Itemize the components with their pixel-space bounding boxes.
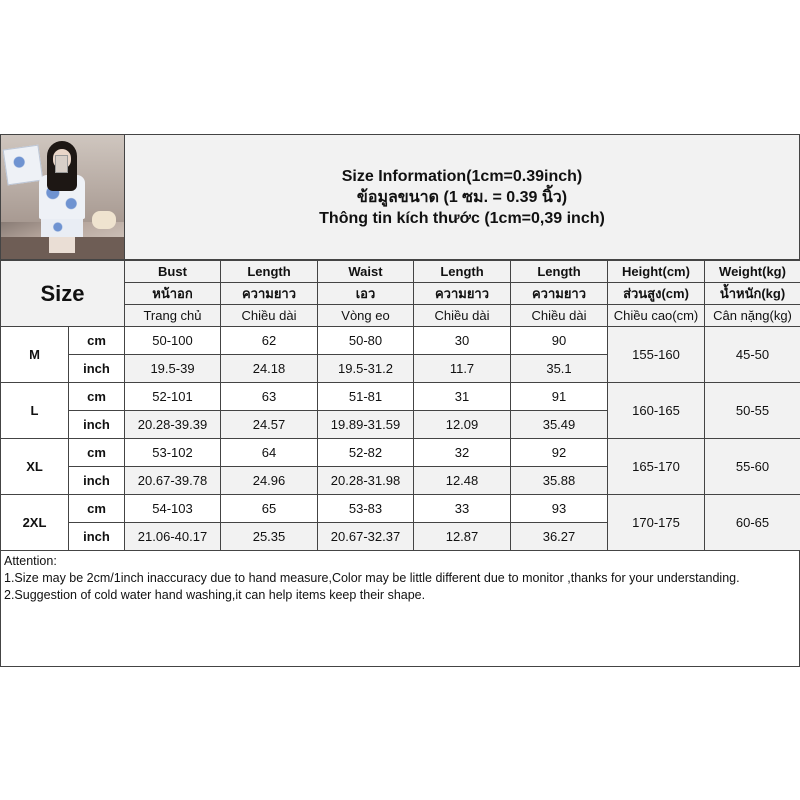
measurement-cell: 53-102 xyxy=(125,439,221,467)
measurement-cell: 35.88 xyxy=(511,467,608,495)
measurement-cell: 19.5-31.2 xyxy=(318,355,414,383)
table-row xyxy=(1,383,800,411)
measurement-cell: 20.28-31.98 xyxy=(318,467,414,495)
measurement-cell: 51-81 xyxy=(318,383,414,411)
measurement-cell: 20.67-32.37 xyxy=(318,523,414,551)
measurement-cell: 19.89-31.59 xyxy=(318,411,414,439)
measurement-cell: 92 xyxy=(511,439,608,467)
weight-range-cell: 55-60 xyxy=(705,439,800,495)
size-header: Size xyxy=(1,261,125,327)
header-bust-thai: หน้าอก xyxy=(125,283,221,305)
table-row xyxy=(1,439,800,467)
measurement-cell: 33 xyxy=(414,495,511,523)
measurement-cell: 36.27 xyxy=(511,523,608,551)
measurement-cell: 65 xyxy=(221,495,318,523)
measurement-cell: 21.06-40.17 xyxy=(125,523,221,551)
header-length-vi: Chiều dài xyxy=(511,305,608,327)
measurement-cell: 52-101 xyxy=(125,383,221,411)
model-image xyxy=(39,141,85,253)
header-length: Length xyxy=(414,261,511,283)
measurement-cell: 52-82 xyxy=(318,439,414,467)
weight-range-cell: 45-50 xyxy=(705,327,800,383)
pillow-image xyxy=(92,211,116,229)
header-waist-vi: Vòng eo xyxy=(318,305,414,327)
unit-label: inch xyxy=(69,411,125,439)
size-chart xyxy=(0,134,800,667)
height-range-cell: 160-165 xyxy=(608,383,705,439)
measurement-cell: 50-80 xyxy=(318,327,414,355)
header-waist-thai: เอว xyxy=(318,283,414,305)
measurement-cell: 24.96 xyxy=(221,467,318,495)
measurement-cell: 63 xyxy=(221,383,318,411)
weight-range-cell: 50-55 xyxy=(705,383,800,439)
measurement-cell: 53-83 xyxy=(318,495,414,523)
header-length-vi: Chiều dài xyxy=(221,305,318,327)
measurement-cell: 20.28-39.39 xyxy=(125,411,221,439)
measurement-cell: 24.18 xyxy=(221,355,318,383)
measurement-cell: 91 xyxy=(511,383,608,411)
header-weight-vi: Cân nặng(kg) xyxy=(705,305,800,327)
measurement-cell: 64 xyxy=(221,439,318,467)
size-table xyxy=(0,260,800,551)
size-label: XL xyxy=(1,439,69,495)
measurement-cell: 35.1 xyxy=(511,355,608,383)
size-label: L xyxy=(1,383,69,439)
title-thai: ข้อมูลขนาด (1 ซม. = 0.39 นิ้ว) xyxy=(356,188,568,206)
attention-notes xyxy=(0,551,800,667)
size-label: M xyxy=(1,327,69,383)
unit-label: cm xyxy=(69,383,125,411)
header-height: Height(cm) xyxy=(608,261,705,283)
unit-label: inch xyxy=(69,467,125,495)
measurement-cell: 54-103 xyxy=(125,495,221,523)
title-vietnamese: Thông tin kích thước (1cm=0,39 inch) xyxy=(319,209,605,227)
header-length-thai: ความยาว xyxy=(221,283,318,305)
unit-label: cm xyxy=(69,327,125,355)
header-length: Length xyxy=(511,261,608,283)
measurement-cell: 50-100 xyxy=(125,327,221,355)
measurement-cell: 30 xyxy=(414,327,511,355)
header-height-thai: ส่วนสูง(cm) xyxy=(608,283,705,305)
unit-label: cm xyxy=(69,439,125,467)
table-row xyxy=(1,495,800,523)
shorts-image xyxy=(3,145,44,186)
measurement-cell: 32 xyxy=(414,439,511,467)
measurement-cell: 35.49 xyxy=(511,411,608,439)
header-row-english xyxy=(1,261,800,283)
unit-label: inch xyxy=(69,355,125,383)
notes-heading: Attention: xyxy=(4,554,57,568)
height-range-cell: 155-160 xyxy=(608,327,705,383)
header-height-vi: Chiều cao(cm) xyxy=(608,305,705,327)
title-panel xyxy=(124,134,800,260)
measurement-cell: 19.5-39 xyxy=(125,355,221,383)
measurement-cell: 24.57 xyxy=(221,411,318,439)
header-waist: Waist xyxy=(318,261,414,283)
measurement-cell: 93 xyxy=(511,495,608,523)
height-range-cell: 170-175 xyxy=(608,495,705,551)
header-bust: Bust xyxy=(125,261,221,283)
header-length-vi: Chiều dài xyxy=(414,305,511,327)
measurement-cell: 12.87 xyxy=(414,523,511,551)
measurement-cell: 20.67-39.78 xyxy=(125,467,221,495)
phone-icon xyxy=(55,155,68,173)
product-photo xyxy=(0,134,125,260)
weight-range-cell: 60-65 xyxy=(705,495,800,551)
header-length-thai: ความยาว xyxy=(414,283,511,305)
header-weight: Weight(kg) xyxy=(705,261,800,283)
header-length-thai: ความยาว xyxy=(511,283,608,305)
title-english: Size Information(1cm=0.39inch) xyxy=(341,167,583,185)
unit-label: inch xyxy=(69,523,125,551)
measurement-cell: 90 xyxy=(511,327,608,355)
note-line-2: 2.Suggestion of cold water hand washing,it can help items keep their shape. xyxy=(4,588,426,602)
header-length: Length xyxy=(221,261,318,283)
size-label: 2XL xyxy=(1,495,69,551)
table-row xyxy=(1,327,800,355)
measurement-cell: 62 xyxy=(221,327,318,355)
unit-label: cm xyxy=(69,495,125,523)
measurement-cell: 25.35 xyxy=(221,523,318,551)
measurement-cell: 12.09 xyxy=(414,411,511,439)
measurement-cell: 31 xyxy=(414,383,511,411)
note-line-1: 1.Size may be 2cm/1inch inaccuracy due to hand measure,Color may be little different due to monitor ,thanks for your understanding. xyxy=(4,571,740,585)
measurement-cell: 12.48 xyxy=(414,467,511,495)
header-bust-vi: Trang chủ xyxy=(125,305,221,327)
height-range-cell: 165-170 xyxy=(608,439,705,495)
measurement-cell: 11.7 xyxy=(414,355,511,383)
header-weight-thai: น้ำหนัก(kg) xyxy=(705,283,800,305)
